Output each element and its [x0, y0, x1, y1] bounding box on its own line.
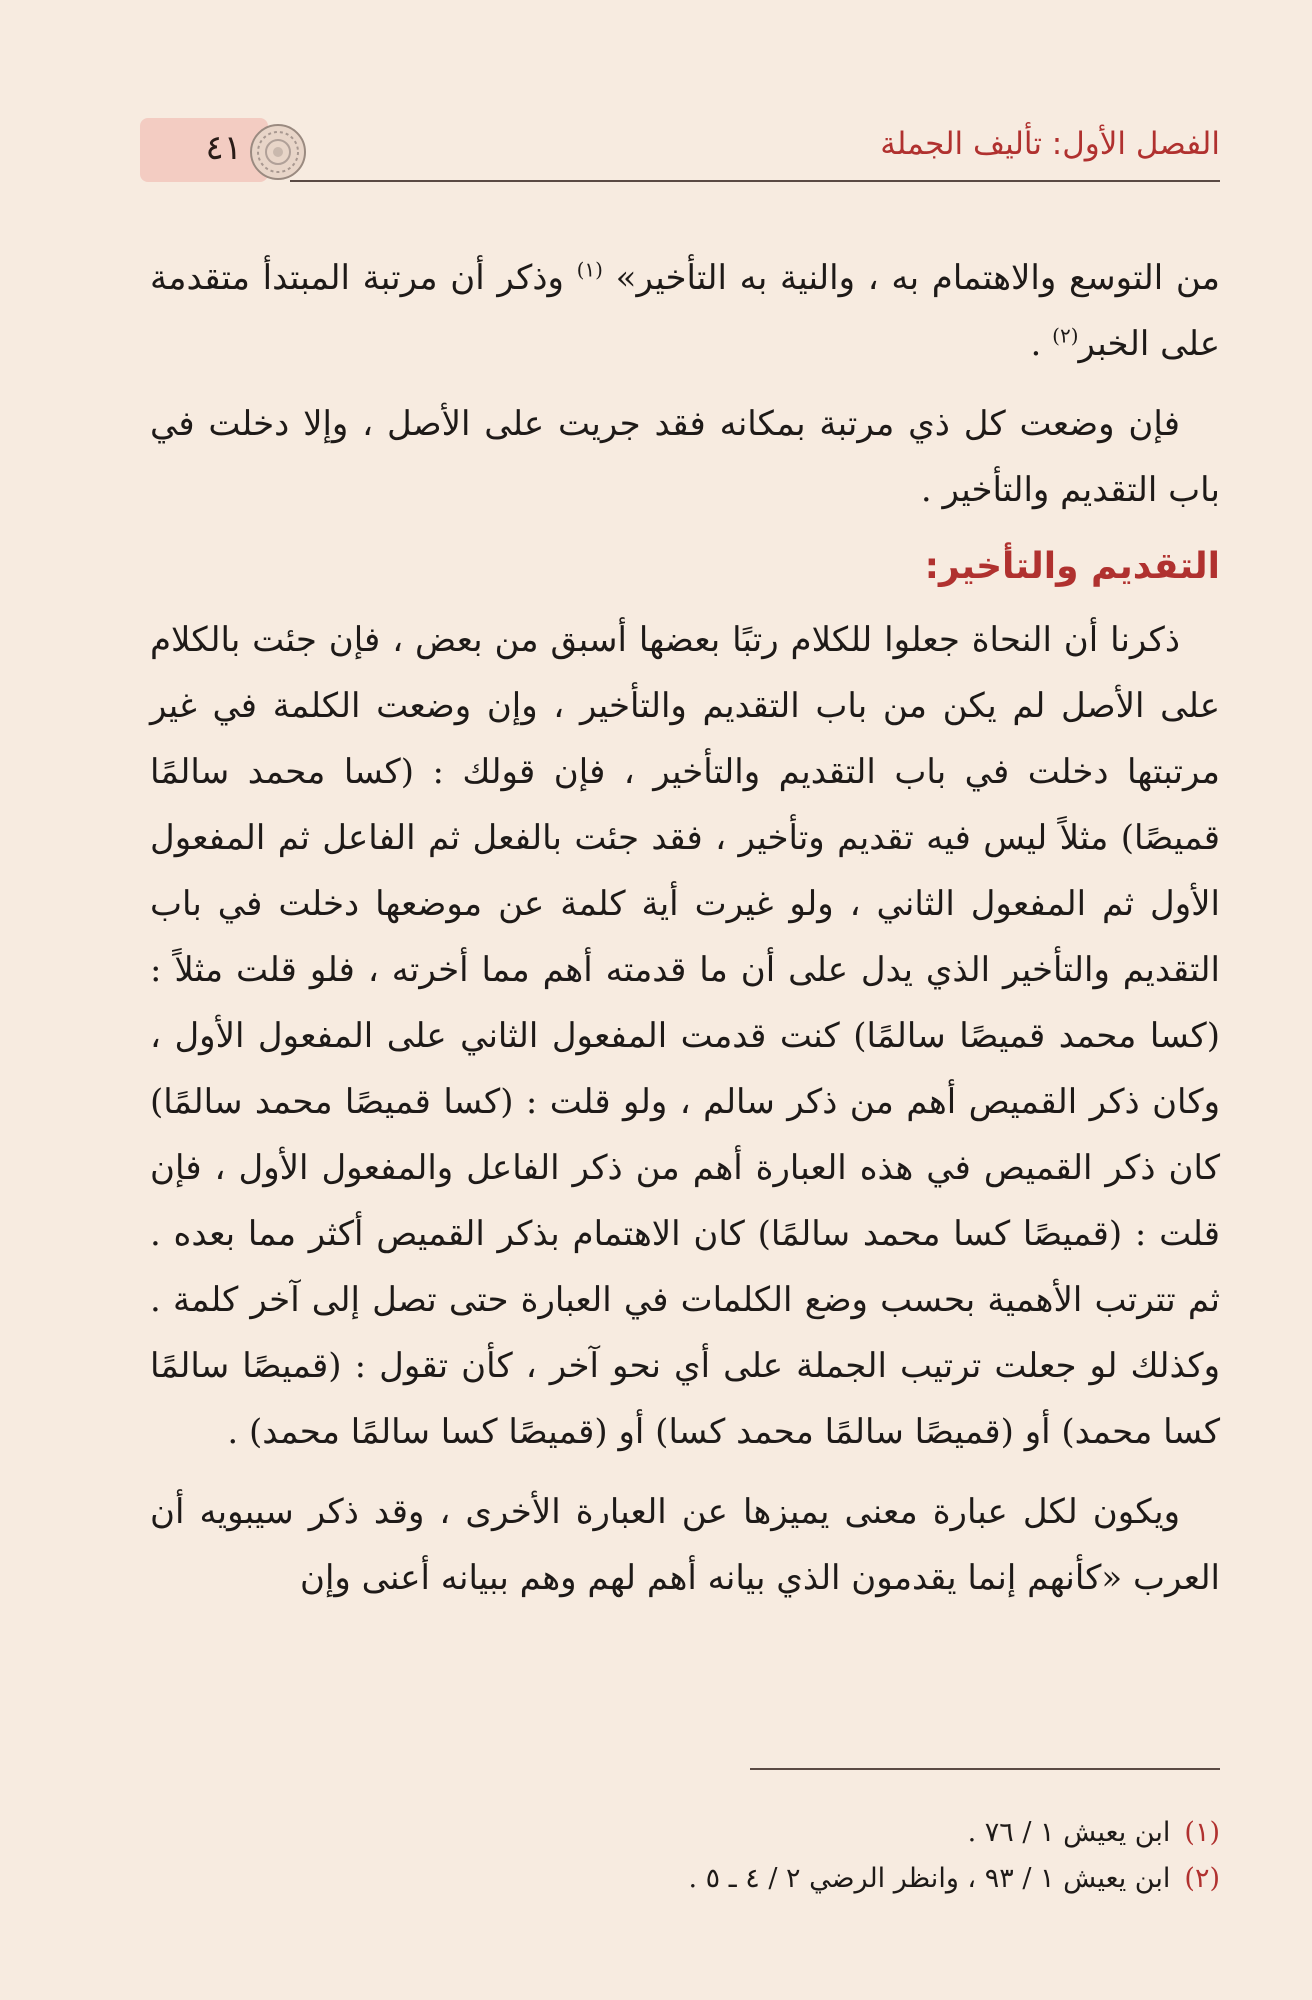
footnote-marker: (١) — [1184, 1817, 1220, 1848]
footnote-divider — [750, 1768, 1220, 1770]
footnote-marker: (٢) — [1184, 1863, 1220, 1894]
footnotes — [150, 1810, 1220, 1902]
paragraph-1-text-continued: وذكر أن مرتبة المبتدأ متقدمة على الخبر — [150, 258, 1220, 364]
paragraph-4: ويكون لكل عبارة معنى يميزها عن العبارة الأخرى ، وقد ذكر سيبويه أن العرب «كأنهم إنما يقدمون الذي بيانه أهم لهم وهم ببيانه أعنى وإن — [150, 1492, 1220, 1598]
page-header — [140, 118, 1220, 188]
paragraph-2: فإن وضعت كل ذي مرتبة بمكانه فقد جريت على الأصل ، وإلا دخلت في باب التقديم والتأخير . — [150, 404, 1220, 510]
footnote-ref-2[interactable]: (٢) — [1052, 323, 1079, 348]
paragraph-1 — [150, 245, 1220, 377]
page-number: ٤١ — [205, 128, 242, 168]
ornament-icon — [248, 122, 308, 182]
footnote-2 — [150, 1856, 1220, 1902]
section-heading: التقديم والتأخير: — [924, 546, 1220, 587]
footnote-1 — [150, 1810, 1220, 1856]
footnote-ref-1[interactable]: (١) — [576, 257, 603, 282]
footnote-text: ابن يعيش ١ / ٩٣ ، وانظر الرضي ٢ / ٤ ـ ٥ . — [688, 1863, 1171, 1894]
main-text — [150, 245, 1220, 1625]
paragraph-3: ذكرنا أن النحاة جعلوا للكلام رتبًا بعضها أسبق من بعض ، فإن جئت بالكلام على الأصل لم يكن من باب التقديم والتأخير ، وإن وضعت الكلمة في غير مرتبتها دخلت في باب التقديم والتأخير ، فإن قولك : (كسا محمد سالمًا قميصًا) مثلاً ليس فيه تقديم وتأخير ، فقد جئت بالفعل ثم الفاعل ثم المفعول الأول ثم المفعول الثاني ، ولو غيرت أية كلمة عن موضعها دخلت في باب التقديم والتأخير الذي يدل على أن ما قدمته أهم مما أخرته ، فلو قلت مثلاً : (كسا محمد قميصًا سالمًا) كنت قدمت المفعول الثاني على المفعول الأول ، وكان ذكر القميص أهم من ذكر سالم ، ولو قلت : (كسا قميصًا محمد سالمًا) كان ذكر القميص في هذه العبارة أهم من ذكر الفاعل والمفعول الأول ، فإن قلت : (قميصًا كسا محمد سالمًا) كان الاهتمام بذكر القميص أكثر مما بعده . ثم تترتب الأهمية بحسب وضع الكلمات في العبارة حتى تصل إلى آخر كلمة . وكذلك لو جعلت ترتيب الجملة على أي نحو آخر ، كأن تقول : (قميصًا سالمًا كسا محمد) أو (قميصًا سالمًا محمد كسا) أو (قميصًا كسا سالمًا محمد) . — [150, 620, 1221, 1452]
paragraph-1-end: . — [1030, 324, 1042, 364]
chapter-title: الفصل الأول: تأليف الجملة — [880, 126, 1220, 162]
header-divider — [290, 180, 1220, 182]
paragraph-1-text: من التوسع والاهتمام به ، والنية به التأخير» — [615, 258, 1220, 298]
footnote-text: ابن يعيش ١ / ٧٦ . — [967, 1817, 1171, 1848]
